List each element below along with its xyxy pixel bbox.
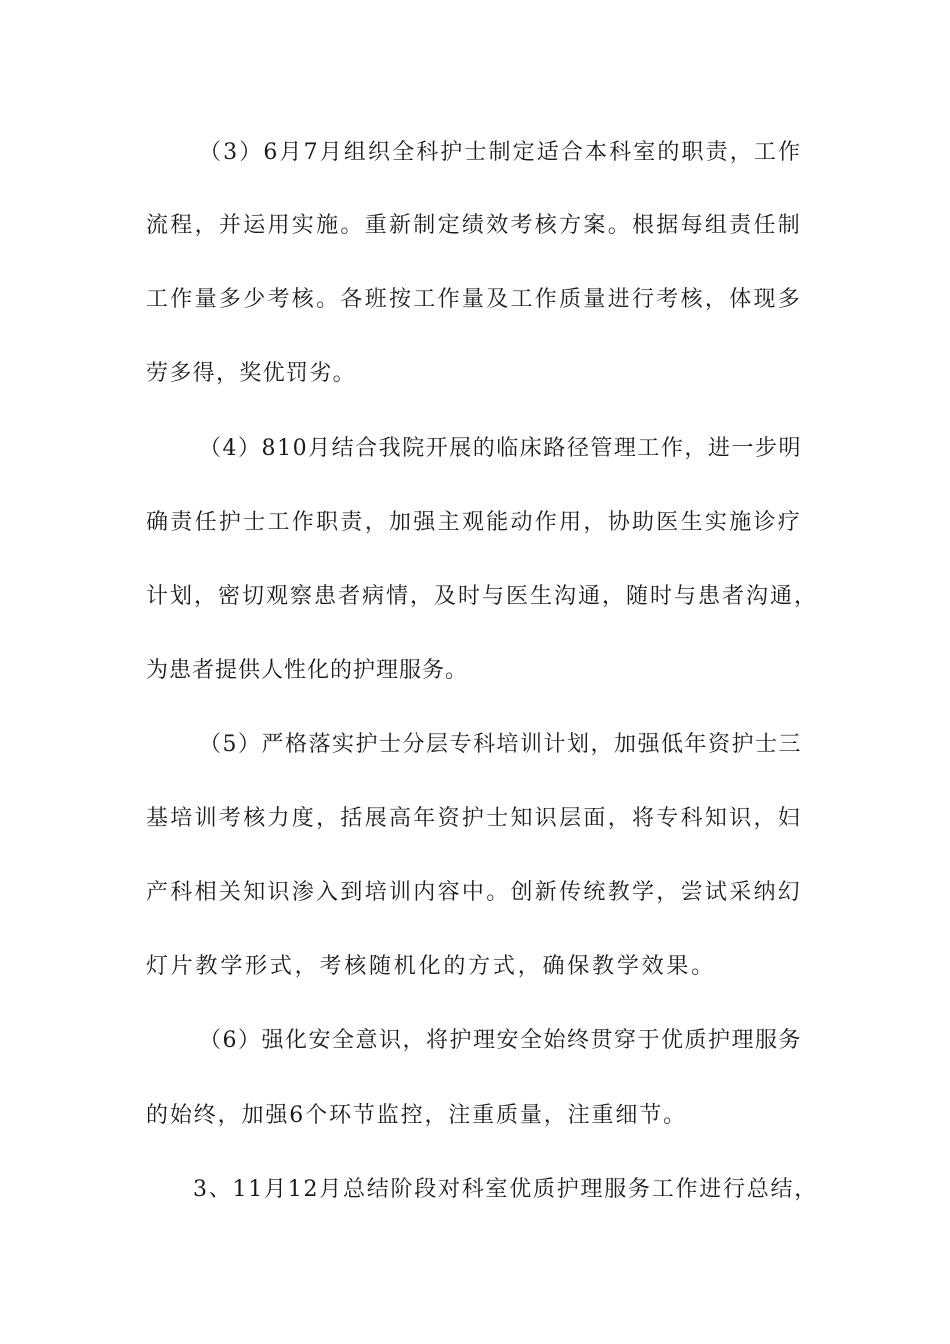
line-text: （6）强化安全意识，将护理安全始终贯穿于优质护理服务 <box>199 1028 802 1053</box>
line-text: 灯片教学形式，考核随机化的方式，确保教学效果。 <box>146 954 716 979</box>
line-text: （3）6月7月组织全科护士制定适合本科室的职责，工作 <box>199 140 803 165</box>
text-line <box>0 1025 950 1057</box>
text-line <box>0 655 950 687</box>
text-line <box>0 803 950 835</box>
line-text: 计划，密切观察患者病情，及时与医生沟通，随时与患者沟通， <box>146 584 819 609</box>
text-line <box>0 877 950 909</box>
line-text: 产科相关知识渗入到培训内容中。创新传统教学，尝试采纳幻 <box>146 880 803 905</box>
text-line <box>0 729 950 761</box>
line-text: （5）严格落实护士分层专科培训计划，加强低年资护士三 <box>199 732 802 757</box>
text-line <box>0 1174 950 1206</box>
text-line <box>0 507 950 539</box>
line-text: 劳多得，奖优罚劣。 <box>146 361 356 386</box>
text-line <box>0 1100 950 1132</box>
line-text: 为患者提供人性化的护理服务。 <box>146 658 469 683</box>
line-text: 流程，并运用实施。重新制定绩效考核方案。根据每组责任制 <box>146 213 803 238</box>
text-line <box>0 210 950 242</box>
text-line <box>0 358 950 390</box>
line-text: 的始终，加强6个环节监控，注重质量，注重细节。 <box>146 1103 688 1128</box>
text-line <box>0 951 950 983</box>
text-line <box>0 284 950 316</box>
line-text: （4）810月结合我院开展的临床路径管理工作，进一步明 <box>199 436 803 461</box>
line-text: 基培训考核力度，括展高年资护士知识层面，将专科知识，妇 <box>146 806 803 831</box>
line-text: 3、11月12月总结阶段对科室优质护理服务工作进行总结， <box>193 1177 818 1202</box>
line-text: 工作量多少考核。各班按工作量及工作质量进行考核，体现多 <box>146 287 803 312</box>
text-line <box>0 581 950 613</box>
text-line <box>0 137 950 169</box>
line-text: 确责任护士工作职责，加强主观能动作用，协助医生实施诊疗 <box>146 510 803 535</box>
text-line <box>0 433 950 465</box>
